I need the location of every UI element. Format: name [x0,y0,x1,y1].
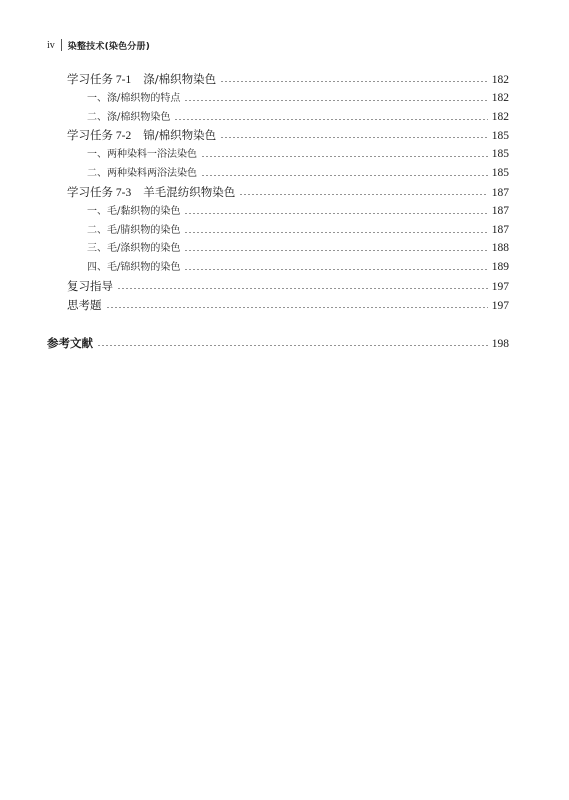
dot-leader [117,288,488,289]
toc-entry-page: 198 [491,338,509,350]
dot-leader [106,307,488,308]
toc-entry-section[interactable] [87,222,509,238]
toc-entry-page: 182 [491,74,509,86]
toc-entry-page: 197 [491,281,509,293]
toc-entry-review-guide[interactable] [67,278,509,294]
toc-entry-number: 学习任务 7-1 [67,74,132,86]
toc-entry-title: 二、两种染料两浴法染色 [87,168,197,179]
toc-entry-title: 四、毛/锦织物的染色 [87,262,181,273]
dot-leader [201,156,488,157]
toc-entry-page: 185 [491,167,509,179]
toc-entry-title: 二、涤/棉织物染色 [87,112,171,123]
dot-leader [220,137,488,138]
toc-entry-section[interactable] [87,165,509,181]
toc-entry-exercises[interactable] [67,297,509,313]
toc-entry-task-7-3[interactable] [67,184,509,200]
toc-entry-page: 187 [491,205,509,217]
toc-entry-references[interactable] [47,335,509,351]
toc-entry-section[interactable] [87,90,509,106]
toc-entry-title: 锦/棉织物染色 [143,128,217,142]
toc-entry-section[interactable] [87,259,509,275]
dot-leader [184,250,487,251]
header-book-title: 染整技术(染色分册) [67,41,151,52]
header-page-number: iv [47,39,55,51]
dot-leader [184,100,487,101]
toc-entry-task-7-1[interactable] [67,71,509,87]
toc-entry-number: 学习任务 7-2 [67,130,132,142]
toc-entry-task-7-2[interactable] [67,127,509,143]
toc-entry-page: 188 [491,242,509,254]
dot-leader [97,345,488,346]
toc-entry-page: 187 [491,187,509,199]
toc-entry-title: 一、毛/黏织物的染色 [87,206,181,217]
toc-entry-page: 189 [491,261,509,273]
toc-entry-page: 182 [491,92,509,104]
toc-entry-page: 187 [491,224,509,236]
toc-entry-title: 参考文献 [47,336,93,350]
toc-entry-title: 一、两种染料一浴法染色 [87,149,197,160]
toc-entry-title: 二、毛/腈织物的染色 [87,225,181,236]
toc-entry-title: 复习指导 [67,279,113,293]
toc-entry-page: 185 [491,148,509,160]
toc-entry-page: 197 [491,300,509,312]
dot-leader [220,81,488,82]
running-header [47,38,150,52]
dot-leader [184,213,487,214]
toc-entry-page: 185 [491,130,509,142]
dot-leader [184,269,487,270]
header-divider [61,39,62,51]
toc-entry-title: 羊毛混纺织物染色 [143,185,236,199]
dot-leader [201,175,488,176]
toc-entry-title: 涤/棉织物染色 [143,72,217,86]
toc-entry-title: 一、涤/棉织物的特点 [87,93,181,104]
dot-leader [174,119,487,120]
dot-leader [239,194,488,195]
toc-entry-page: 182 [491,111,509,123]
toc-entry-section[interactable] [87,146,509,162]
toc-entry-title: 三、毛/涤织物的染色 [87,243,181,254]
dot-leader [184,232,487,233]
toc-entry-section[interactable] [87,240,509,256]
toc-entry-number: 学习任务 7-3 [67,187,132,199]
toc-entry-section[interactable] [87,109,509,125]
toc-entry-section[interactable] [87,203,509,219]
toc-entry-title: 思考题 [67,298,102,312]
